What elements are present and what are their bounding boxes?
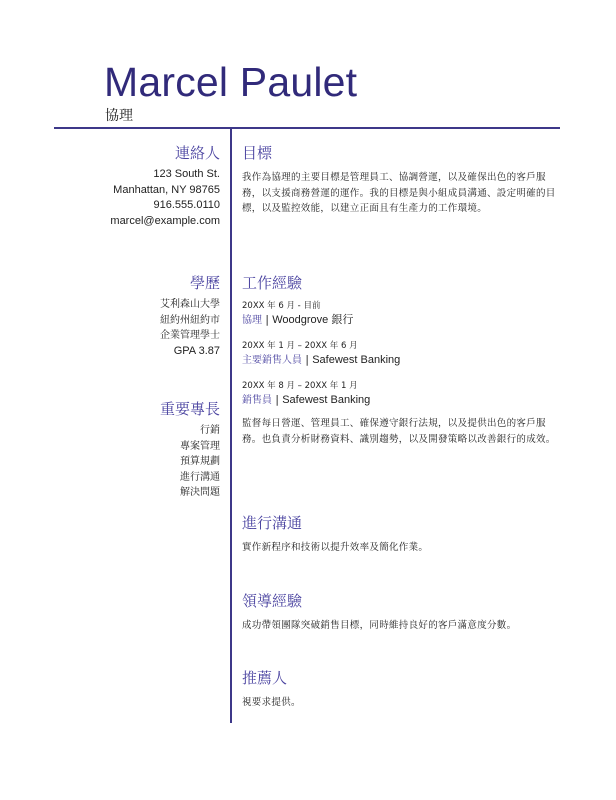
job-role: 銷售員 (242, 395, 272, 406)
job-role: 協理 (242, 315, 262, 326)
objective-section (242, 143, 562, 217)
job-entry (242, 300, 562, 328)
contact-heading: 連絡人 (174, 144, 220, 162)
address-line-1: 123 South St. (153, 168, 220, 180)
job-company: Woodgrove 銀行 (272, 314, 354, 326)
experience-heading: 工作經驗 (242, 274, 303, 292)
job-separator: | (302, 354, 313, 366)
leadership-section (242, 591, 562, 634)
job-company: Safewest Banking (282, 394, 371, 406)
phone: 916.555.0110 (153, 199, 220, 211)
address-line-2: Manhattan, NY 98765 (113, 183, 220, 196)
education-section (60, 273, 220, 359)
resume-name: Marcel Paulet (104, 59, 358, 105)
communication-section (242, 513, 562, 556)
skills-section (60, 399, 220, 501)
experience-description: 監督每日營運、管理員工、確保遵守銀行法規，以及提供出色的客戶服務。也負責分析財務資料、識別趨勢，以及開發策略以改善銀行的成效。 (242, 418, 556, 445)
skill-item: 專案管理 (180, 440, 220, 452)
skill-item: 行銷 (200, 425, 220, 436)
job-company: Safewest Banking (312, 354, 401, 366)
skill-item: 解決問題 (180, 487, 220, 498)
job-date: 20XX 年 1 月 – 20XX 年 6 月 (242, 341, 358, 351)
contact-section (60, 143, 220, 229)
leadership-text: 成功帶領團隊突破銷售目標，同時維持良好的客戶滿意度分數。 (242, 620, 517, 631)
job-entry (242, 340, 562, 368)
education-heading: 學歷 (189, 274, 220, 292)
communication-heading: 進行溝通 (242, 514, 303, 532)
school-name: 艾利森山大學 (160, 299, 220, 310)
degree: 企業管理學士 (160, 330, 220, 341)
objective-heading: 目標 (242, 144, 273, 162)
column-divider (230, 128, 232, 723)
references-heading: 推薦人 (242, 669, 288, 687)
job-date: 20XX 年 6 月 - 目前 (242, 301, 321, 311)
experience-section (242, 273, 562, 447)
gpa: GPA 3.87 (173, 344, 220, 357)
references-section (242, 668, 562, 711)
job-entry (242, 380, 562, 408)
skill-item: 進行溝通 (180, 471, 220, 483)
references-text: 視要求提供。 (242, 697, 301, 708)
skill-item: 預算規劃 (180, 456, 220, 467)
skills-heading: 重要專長 (159, 400, 220, 418)
job-separator: | (262, 314, 273, 326)
job-title: 協理 (105, 108, 133, 124)
objective-text: 我作為協理的主要目標是管理員工、協調營運，以及確保出色的客戶服務，以支援商務營運的運作。我的目標是與小組成員溝通、設定明確的目標，以及監控效能，以建立正面且有生產力的工作環境。 (242, 172, 556, 214)
header-divider (54, 127, 560, 129)
job-date: 20XX 年 8 月 – 20XX 年 1 月 (242, 381, 358, 391)
leadership-heading: 領導經驗 (242, 592, 303, 610)
job-separator: | (272, 394, 283, 406)
school-location: 紐約州紐約市 (160, 314, 220, 326)
communication-text: 實作新程序和技術以提升效率及簡化作業。 (242, 542, 429, 553)
job-role: 主要銷售人員 (242, 355, 302, 366)
email: marcel@example.com (110, 214, 220, 227)
